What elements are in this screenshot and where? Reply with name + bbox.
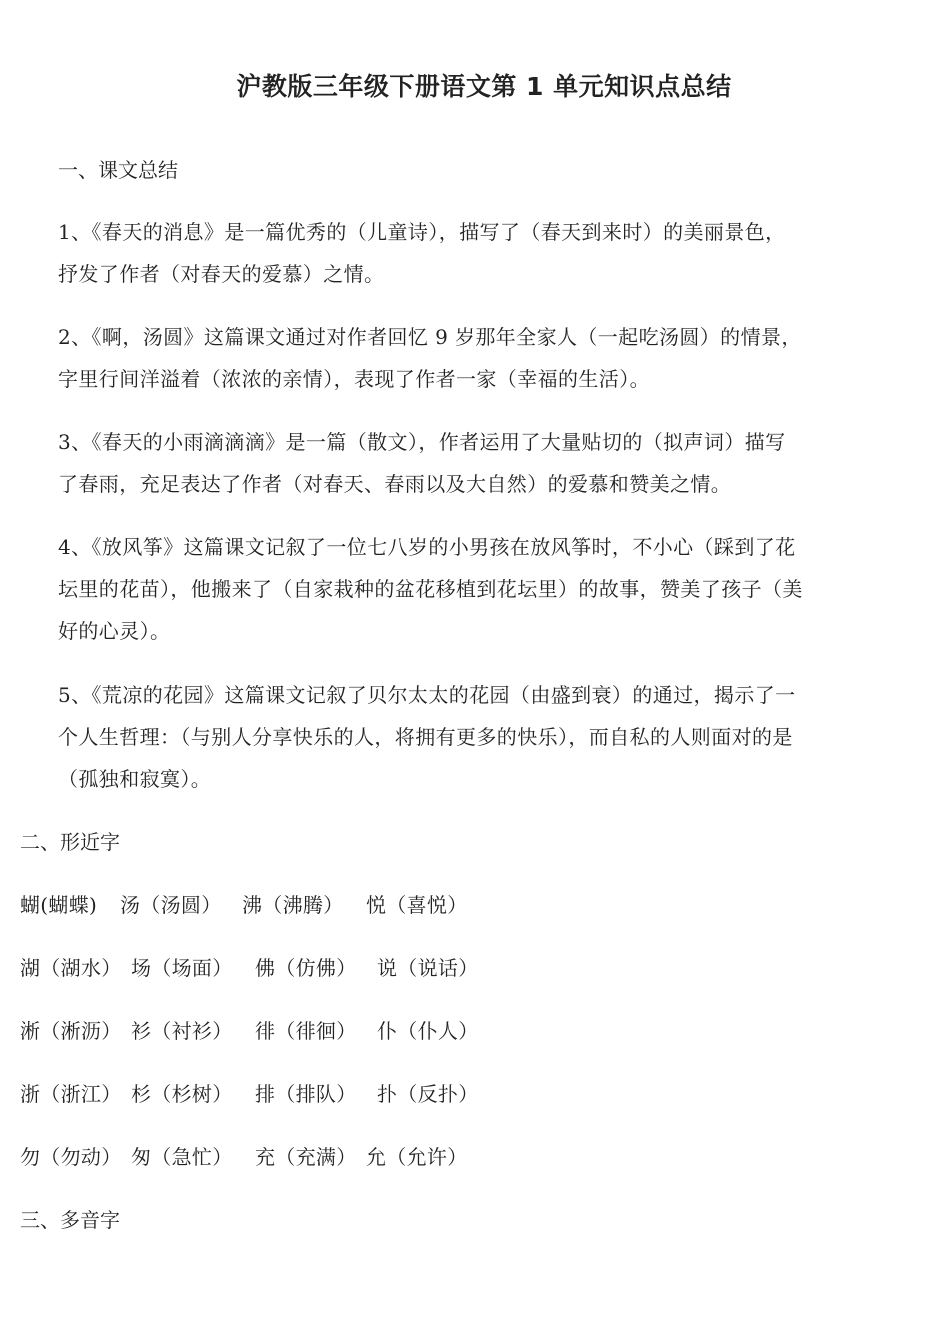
similar-char-entry: 说（说话） [377,956,479,980]
similar-char-entry: 淅（淅沥） [20,1019,122,1043]
summary-item-2 [58,316,890,400]
similar-char-entry: 蝴(蝴蝶) [20,893,98,917]
summary-item-line: 个人生哲理：（与别人分享快乐的人，将拥有更多的快乐），而自私的人则面对的是 [58,725,793,749]
similar-char-entry: 允（允许） [366,1145,468,1169]
summary-item-line: 3、《春天的小雨滴滴滴》是一篇（散文），作者运用了大量贴切的（拟声词）描写 [58,430,786,454]
similar-char-row-3 [20,1017,479,1045]
section-heading-polyphonic-characters: 三、多音字 [20,1208,120,1232]
similar-char-row-5 [20,1143,468,1171]
similar-char-entry: 仆（仆人） [377,1019,479,1043]
similar-char-entry: 排（排队） [255,1082,357,1106]
similar-char-entry: 湖（湖水） [20,956,122,980]
summary-item-line: 4、《放风筝》这篇课文记叙了一位七八岁的小男孩在放风筝时，不小心（踩到了花 [58,535,796,559]
summary-item-line: 抒发了作者（对春天的爱慕）之情。 [58,262,385,286]
similar-char-entry: 杉（杉树） [131,1082,233,1106]
summary-item-line: 了春雨，充足表达了作者（对春天、春雨以及大自然）的爱慕和赞美之情。 [58,472,732,496]
similar-char-entry: 汤（汤圆） [120,893,222,917]
similar-char-row-4 [20,1080,479,1108]
similar-char-entry: 佛（仿佛） [255,956,357,980]
similar-char-row-2 [20,954,479,982]
similar-char-entry: 徘（徘徊） [255,1019,357,1043]
summary-item-line: 5、《荒凉的花园》这篇课文记叙了贝尔太太的花园（由盛到衰）的通过，揭示了一 [58,683,796,707]
similar-char-entry: 浙（浙江） [20,1082,122,1106]
summary-item-5 [58,674,890,800]
similar-char-entry: 悦（喜悦） [366,893,468,917]
summary-item-line: 字里行间洋溢着（浓浓的亲情），表现了作者一家（幸福的生活）。 [58,367,650,391]
page-title: 沪教版三年级下册语文第 1 单元知识点总结 [236,72,732,101]
similar-char-entry: 充（充满） [255,1145,357,1169]
summary-item-line: 坛里的花苗），他搬来了（自家栽种的盆花移植到花坛里）的故事，赞美了孩子（美 [58,577,803,601]
summary-item-1 [58,211,890,295]
summary-item-3 [58,421,890,505]
similar-char-entry: 场（场面） [131,956,233,980]
summary-item-line: （孤独和寂寞）。 [58,767,212,791]
similar-char-entry: 扑（反扑） [377,1082,479,1106]
summary-item-line: 2、《啊，汤圆》这篇课文通过对作者回忆 9 岁那年全家人（一起吃汤圆）的情景， [58,325,802,349]
similar-char-entry: 衫（衬衫） [131,1019,233,1043]
similar-char-entry: 勿（勿动） [20,1145,122,1169]
summary-item-line: 1、《春天的消息》是一篇优秀的（儿童诗），描写了（春天到来时）的美丽景色， [58,220,786,244]
similar-char-entry: 匆（急忙） [131,1145,233,1169]
summary-item-4 [58,526,890,652]
section-heading-lesson-summary: 一、课文总结 [58,158,178,182]
similar-char-row-1 [20,891,468,919]
summary-item-line: 好的心灵）。 [58,619,171,643]
section-heading-similar-characters: 二、形近字 [20,830,120,854]
similar-char-entry: 沸（沸腾） [242,893,344,917]
